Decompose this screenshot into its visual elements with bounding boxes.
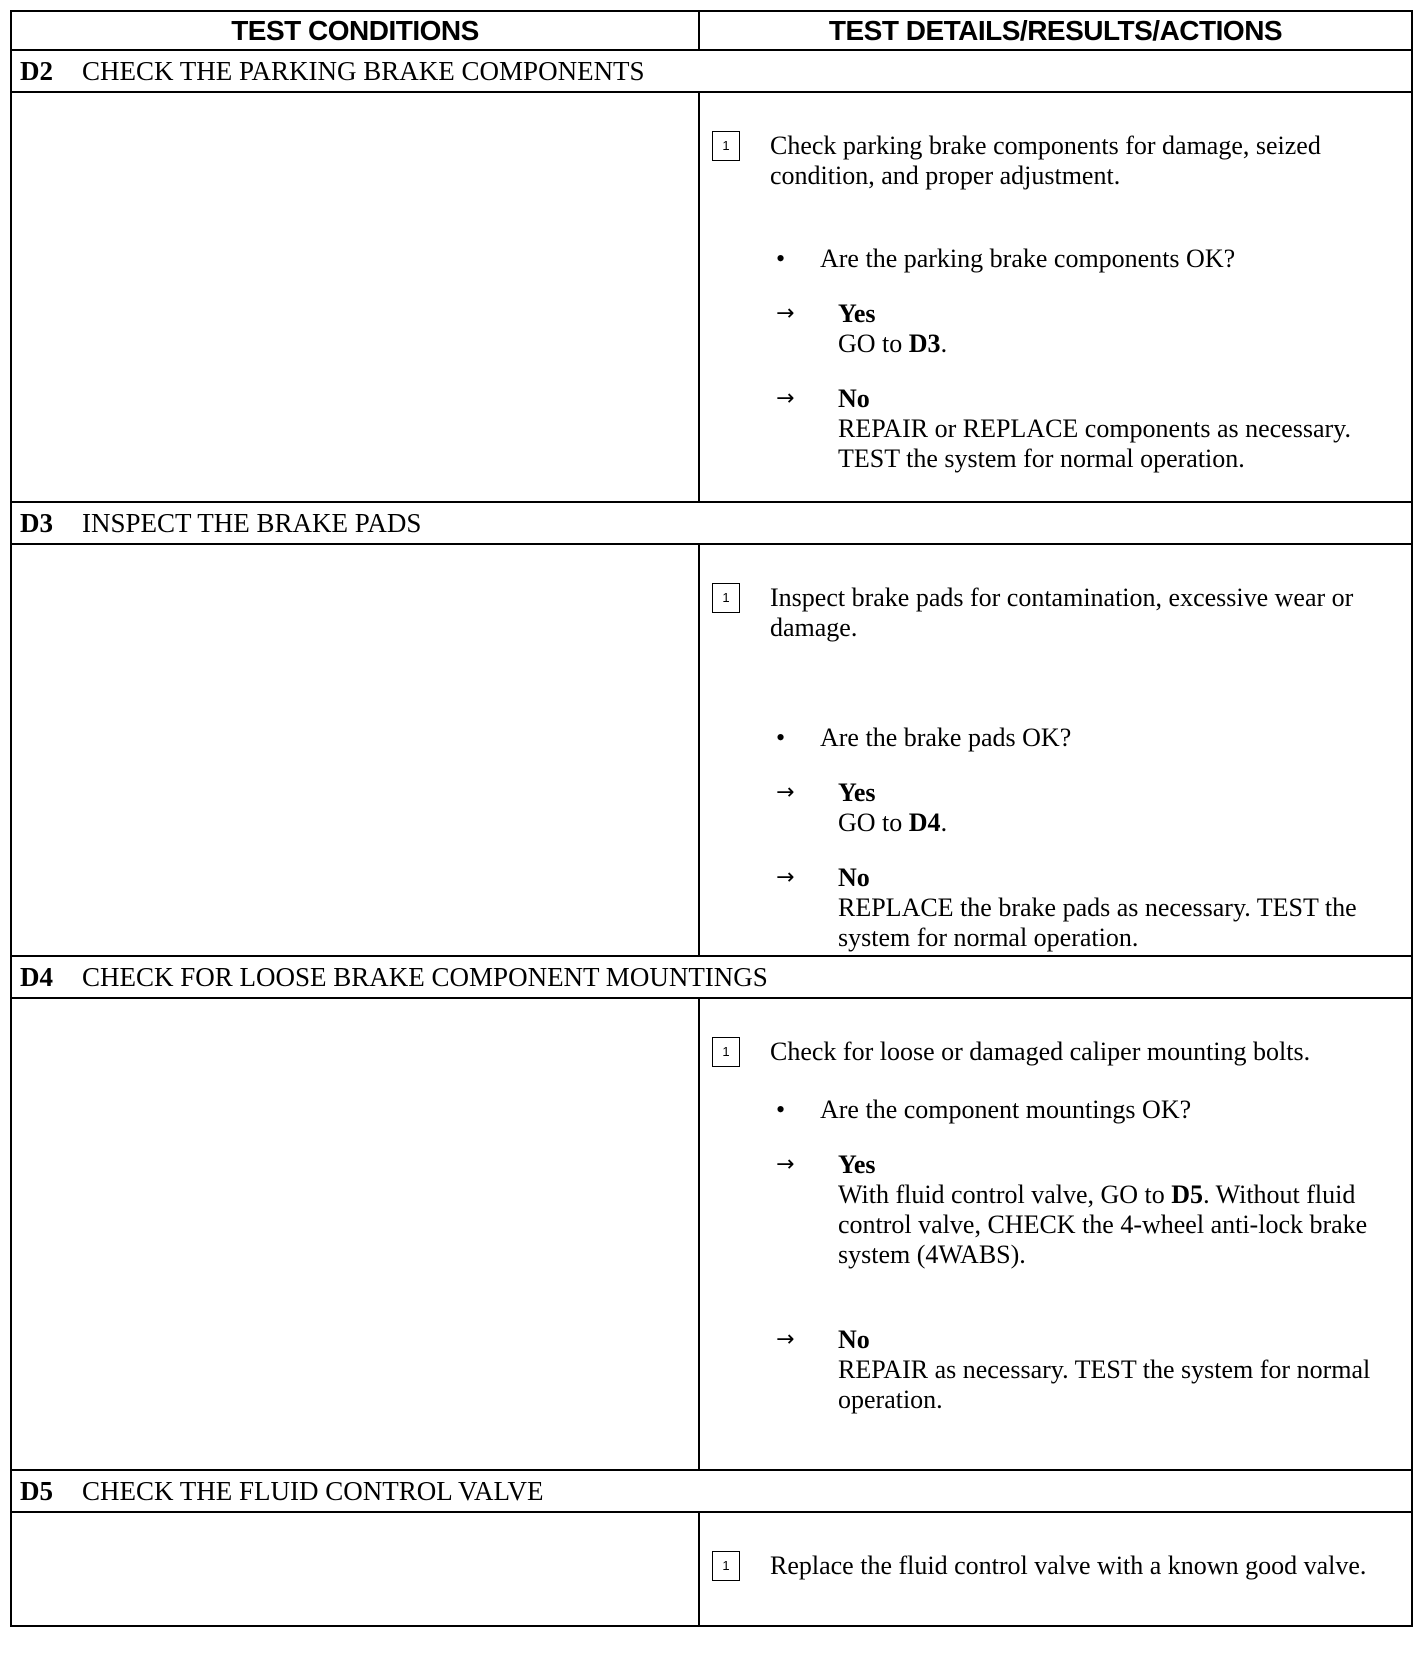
- question: [700, 1095, 1411, 1125]
- question-text: Are the parking brake components OK?: [820, 244, 1236, 273]
- test-conditions-cell: [11, 1512, 699, 1626]
- step-number-box: 1: [712, 1551, 740, 1581]
- section-header-d5: [11, 1470, 1412, 1512]
- arrow-right-icon: →: [776, 1152, 795, 1177]
- answer-yes: [700, 299, 1411, 359]
- section-id: D2: [20, 55, 53, 86]
- answer-label: Yes: [838, 1150, 876, 1179]
- test-details-cell: [699, 544, 1412, 956]
- answer-label: No: [838, 863, 870, 892]
- arrow-right-icon: →: [776, 1327, 795, 1352]
- answer-text-post: .: [940, 329, 948, 358]
- answer-label: Yes: [838, 778, 876, 807]
- test-conditions-cell: [11, 92, 699, 502]
- question-text: Are the brake pads OK?: [820, 723, 1072, 752]
- answer-no: [700, 384, 1411, 474]
- answer-no: [700, 863, 1411, 953]
- section-header-d3: [11, 502, 1412, 544]
- section-title: CHECK THE FLUID CONTROL VALVE: [82, 1475, 544, 1506]
- step-text: Replace the fluid control valve with a known good valve.: [770, 1551, 1367, 1580]
- section-body-d5: [11, 1512, 1412, 1626]
- step-text: Inspect brake pads for contamination, excessive wear or damage.: [770, 583, 1354, 642]
- test-details-cell: [699, 92, 1412, 502]
- arrow-right-icon: →: [776, 865, 795, 890]
- table-header-row: [11, 11, 1412, 50]
- step: [700, 1037, 1411, 1067]
- section-title: CHECK FOR LOOSE BRAKE COMPONENT MOUNTINGS: [82, 961, 768, 992]
- bullet-icon: •: [776, 723, 786, 752]
- arrow-right-icon: →: [776, 301, 795, 326]
- bullet-icon: •: [776, 244, 786, 273]
- step-reference: D4: [908, 808, 941, 837]
- answer-text: GO to: [838, 808, 909, 837]
- section-id: D5: [20, 1475, 53, 1506]
- section-header-d4: [11, 956, 1412, 998]
- arrow-right-icon: →: [776, 386, 795, 411]
- step: [700, 583, 1411, 643]
- section-body-d2: [11, 92, 1412, 502]
- answer-text-post: . Without fluid control valve, CHECK the 4-wheel anti-lock brake system (4WABS).: [838, 1180, 1368, 1269]
- answer-label: No: [838, 384, 870, 413]
- question: [700, 244, 1411, 274]
- answer-text: REPLACE the brake pads as necessary. TEST the system for normal operation.: [838, 893, 1357, 952]
- step-reference: D3: [908, 329, 941, 358]
- diagnostic-page: [10, 10, 1413, 1627]
- step: [700, 131, 1411, 191]
- step-number-box: 1: [712, 131, 740, 161]
- answer-no: [700, 1325, 1411, 1415]
- answer-text-post: .: [940, 808, 948, 837]
- answer-text: REPAIR as necessary. TEST the system for normal operation.: [838, 1355, 1371, 1414]
- step-reference: D5: [1171, 1180, 1204, 1209]
- section-header-d2: [11, 50, 1412, 92]
- step: [700, 1551, 1411, 1581]
- section-body-d3: [11, 544, 1412, 956]
- bullet-icon: •: [776, 1095, 786, 1124]
- answer-text: REPAIR or REPLACE components as necessary. TEST the system for normal operation.: [838, 414, 1351, 473]
- test-table: [10, 10, 1413, 1627]
- answer-text: GO to: [838, 329, 909, 358]
- step-text: Check for loose or damaged caliper mounting bolts.: [770, 1037, 1311, 1066]
- section-body-d4: [11, 998, 1412, 1470]
- question-text: Are the component mountings OK?: [820, 1095, 1192, 1124]
- answer-label: Yes: [838, 299, 876, 328]
- test-conditions-cell: [11, 544, 699, 956]
- step-number-box: 1: [712, 583, 740, 613]
- section-title: INSPECT THE BRAKE PADS: [82, 507, 422, 538]
- test-details-cell: [699, 998, 1412, 1470]
- header-test-conditions: TEST CONDITIONS: [11, 11, 699, 50]
- section-title: CHECK THE PARKING BRAKE COMPONENTS: [82, 55, 645, 86]
- step-text: Check parking brake components for damage, seized condition, and proper adjustment.: [770, 131, 1321, 190]
- test-conditions-cell: [11, 998, 699, 1470]
- header-test-details: TEST DETAILS/RESULTS/ACTIONS: [699, 11, 1412, 50]
- question: [700, 723, 1411, 753]
- section-id: D3: [20, 507, 53, 538]
- step-number-box: 1: [712, 1037, 740, 1067]
- test-details-cell: [699, 1512, 1412, 1626]
- answer-text: With fluid control valve, GO to: [838, 1180, 1172, 1209]
- answer-yes: [700, 778, 1411, 838]
- answer-label: No: [838, 1325, 870, 1354]
- section-id: D4: [20, 961, 53, 992]
- answer-yes: [700, 1150, 1411, 1270]
- arrow-right-icon: →: [776, 780, 795, 805]
